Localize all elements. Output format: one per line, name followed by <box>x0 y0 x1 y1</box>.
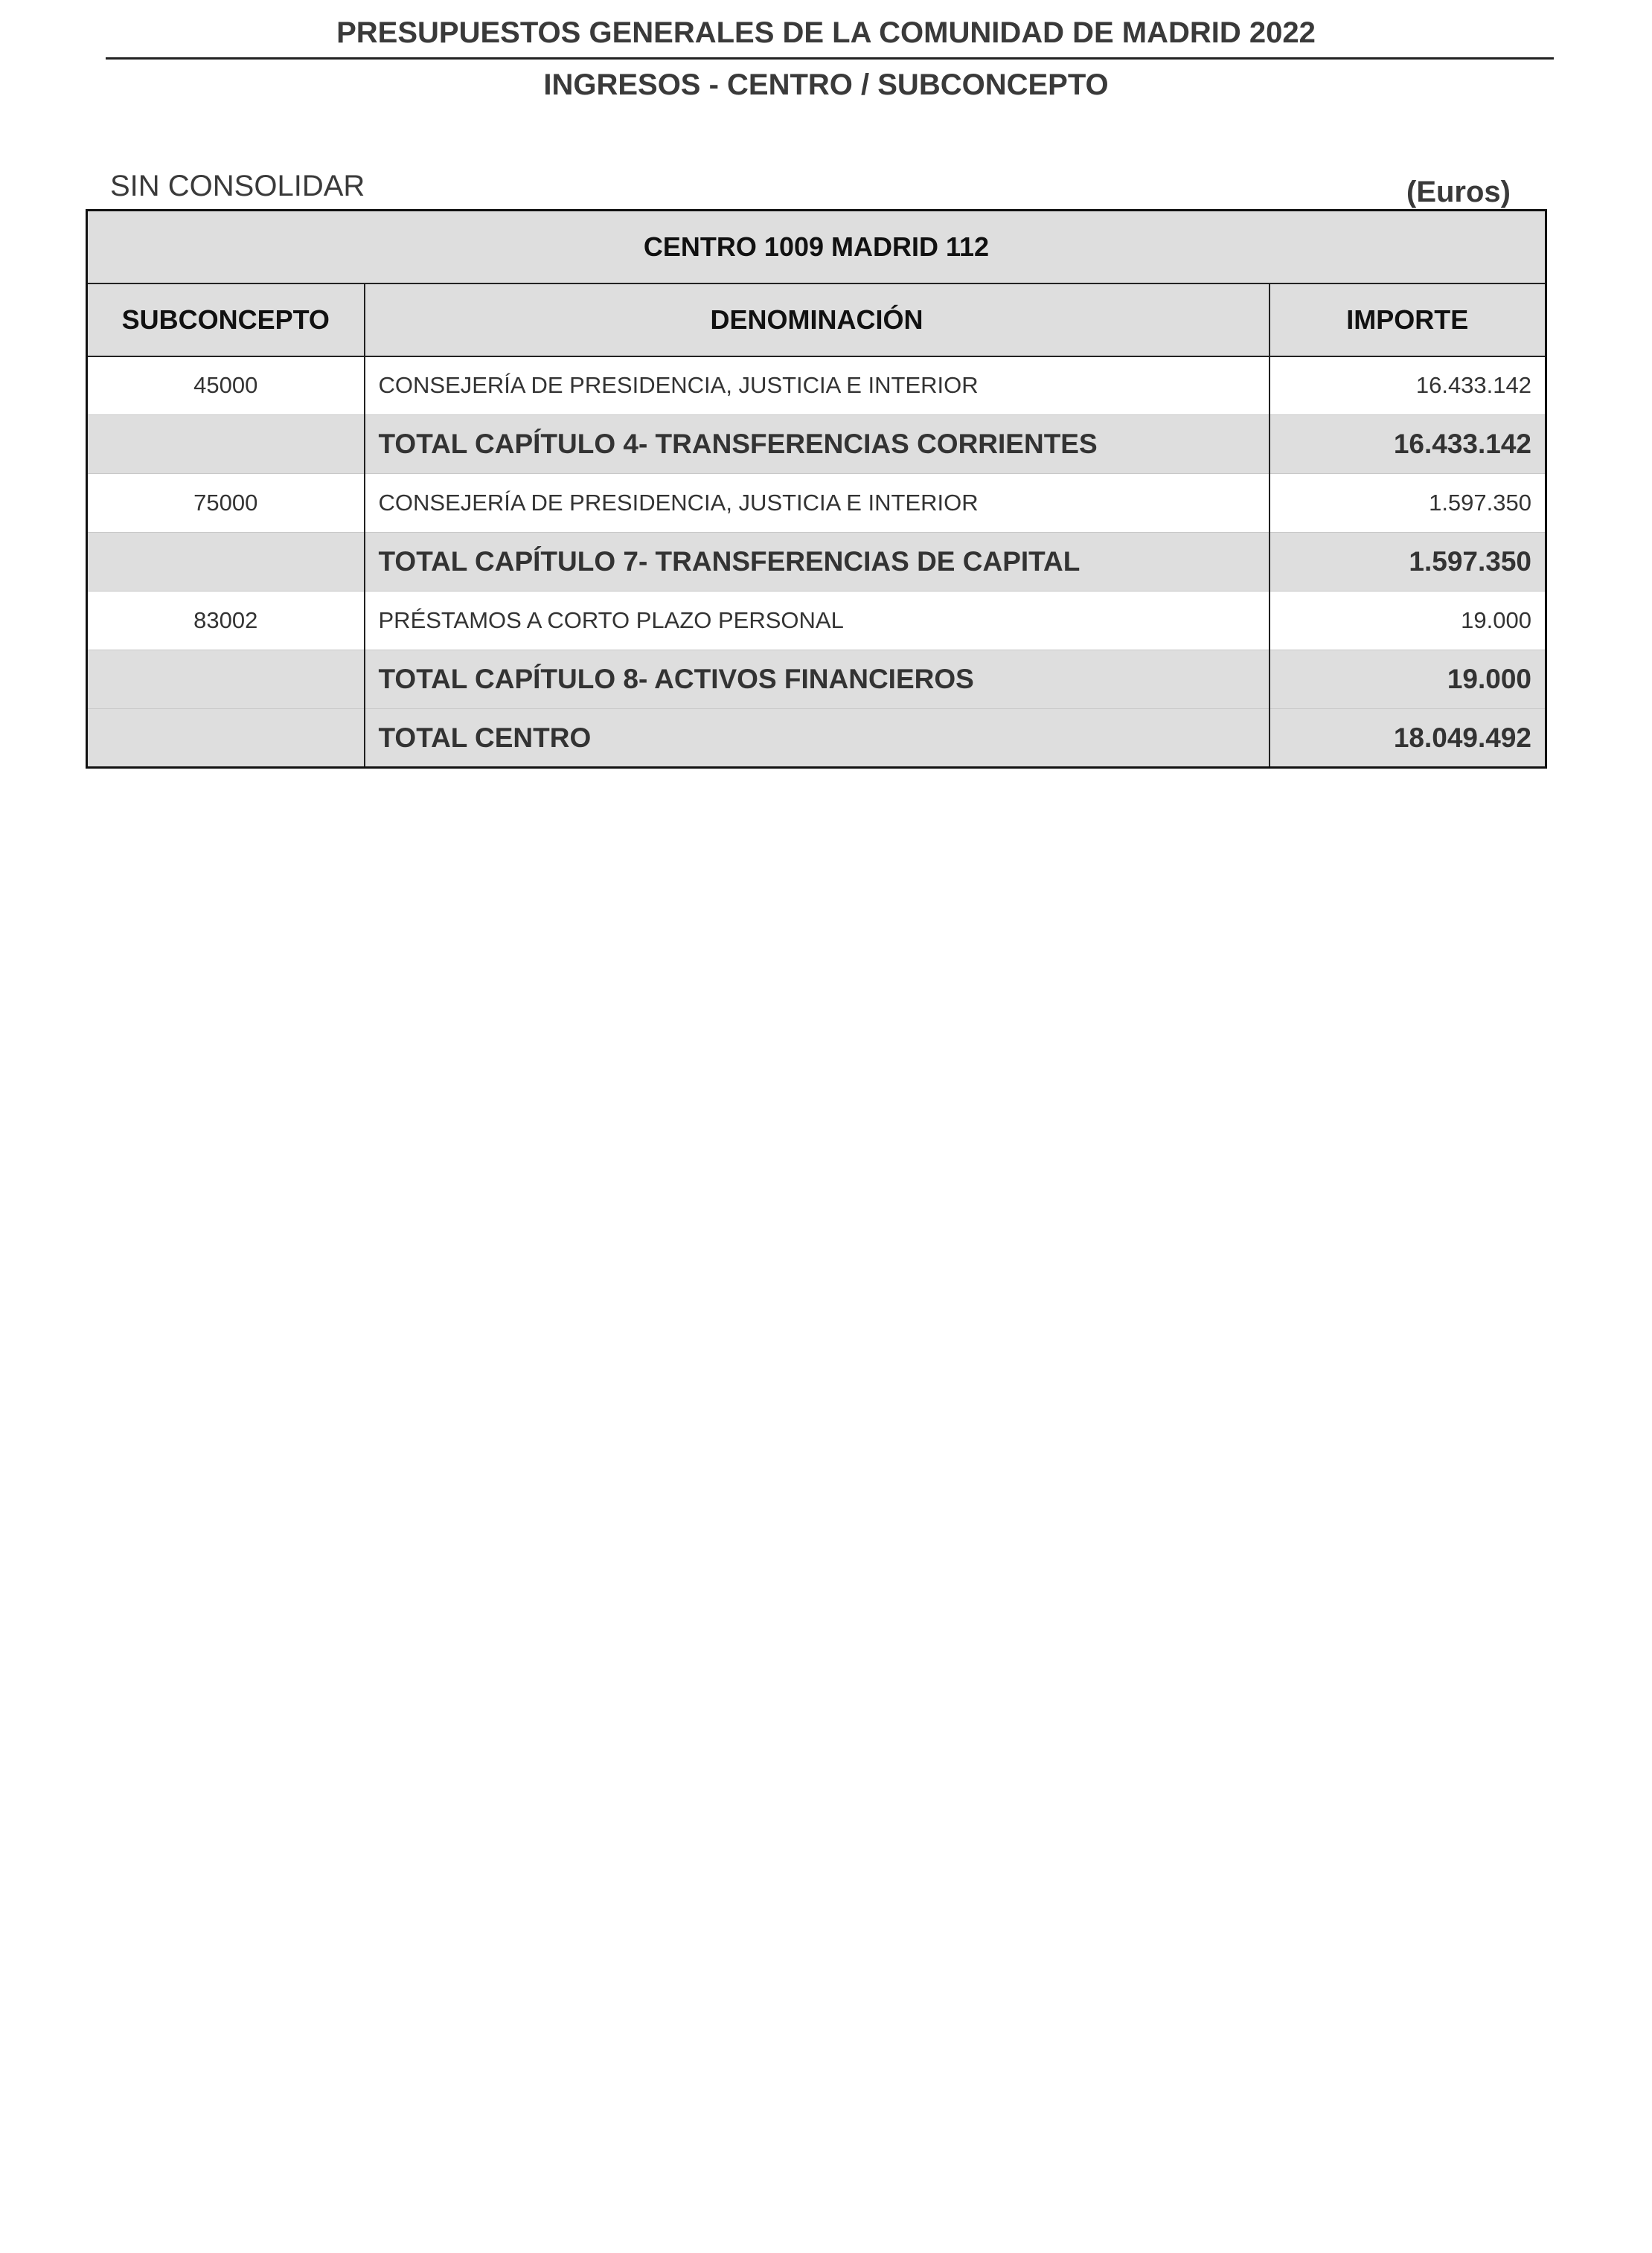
denominacion-cell: PRÉSTAMOS A CORTO PLAZO PERSONAL <box>365 592 1270 650</box>
total-label-cell: TOTAL CAPÍTULO 8- ACTIVOS FINANCIEROS <box>365 650 1270 709</box>
grand-total-amount-cell: 18.049.492 <box>1270 709 1546 768</box>
total-row <box>87 533 1546 592</box>
total-amount-cell: 1.597.350 <box>1270 533 1546 592</box>
title-divider <box>106 57 1554 60</box>
units-label: (Euros) <box>1406 176 1511 208</box>
table-row <box>87 474 1546 533</box>
subconcepto-cell <box>87 650 365 709</box>
importe-cell: 16.433.142 <box>1270 356 1546 415</box>
total-amount-cell: 19.000 <box>1270 650 1546 709</box>
subconcepto-cell: 45000 <box>87 356 365 415</box>
total-row <box>87 650 1546 709</box>
document-subtitle: INGRESOS - CENTRO / SUBCONCEPTO <box>543 68 1109 101</box>
centro-header-row <box>87 211 1546 283</box>
grand-total-row <box>87 709 1546 768</box>
budget-table <box>86 209 1547 769</box>
table-row <box>87 356 1546 415</box>
total-row <box>87 415 1546 474</box>
column-header-subconcepto: SUBCONCEPTO <box>87 283 365 356</box>
importe-cell: 1.597.350 <box>1270 474 1546 533</box>
centro-title: CENTRO 1009 MADRID 112 <box>87 211 1546 283</box>
grand-total-label-cell: TOTAL CENTRO <box>365 709 1270 768</box>
denominacion-cell: CONSEJERÍA DE PRESIDENCIA, JUSTICIA E INTERIOR <box>365 356 1270 415</box>
total-label-cell: TOTAL CAPÍTULO 4- TRANSFERENCIAS CORRIENTES <box>365 415 1270 474</box>
document-title: PRESUPUESTOS GENERALES DE LA COMUNIDAD DE MADRID 2022 <box>336 16 1316 49</box>
total-label-cell: TOTAL CAPÍTULO 7- TRANSFERENCIAS DE CAPITAL <box>365 533 1270 592</box>
column-header-denominacion: DENOMINACIÓN <box>365 283 1270 356</box>
total-amount-cell: 16.433.142 <box>1270 415 1546 474</box>
subconcepto-cell: 83002 <box>87 592 365 650</box>
subconcepto-cell <box>87 533 365 592</box>
table-row <box>87 592 1546 650</box>
subconcepto-cell <box>87 709 365 768</box>
importe-cell: 19.000 <box>1270 592 1546 650</box>
column-header-importe: IMPORTE <box>1270 283 1546 356</box>
subconcepto-cell <box>87 415 365 474</box>
column-header-row <box>87 283 1546 356</box>
denominacion-cell: CONSEJERÍA DE PRESIDENCIA, JUSTICIA E INTERIOR <box>365 474 1270 533</box>
consolidation-label: SIN CONSOLIDAR <box>110 170 365 202</box>
subconcepto-cell: 75000 <box>87 474 365 533</box>
